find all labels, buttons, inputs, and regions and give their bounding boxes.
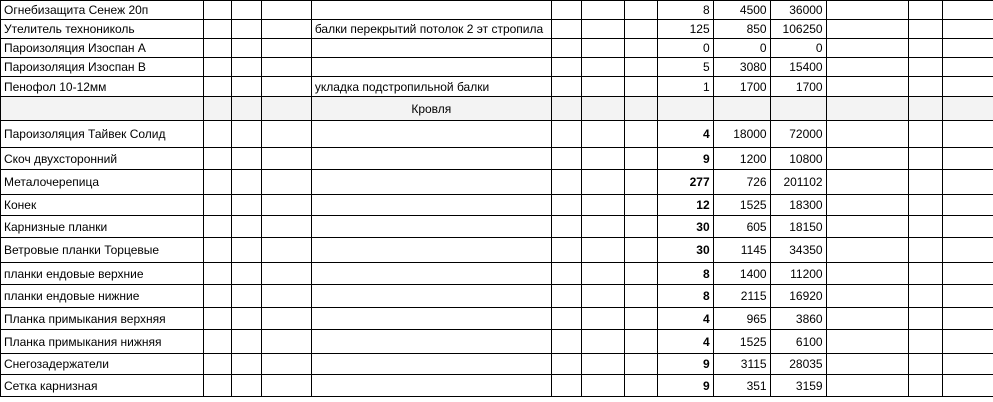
quantity-cell[interactable]: 30 [657,216,713,238]
sheet-cell[interactable] [581,238,624,263]
sheet-cell[interactable] [624,195,657,216]
sheet-cell[interactable] [826,77,908,97]
sheet-cell[interactable] [581,170,624,195]
price-cell[interactable]: 3115 [713,354,770,375]
price-cell[interactable]: 726 [713,170,770,195]
sheet-cell[interactable] [826,195,908,216]
sheet-cell[interactable] [826,121,908,148]
sheet-cell[interactable] [826,238,908,263]
sheet-cell[interactable] [943,97,993,121]
sheet-cell[interactable] [203,148,231,170]
sheet-cell[interactable] [826,58,908,77]
price-cell[interactable]: 0 [713,39,770,58]
sheet-cell[interactable] [581,263,624,285]
sheet-cell[interactable] [261,285,311,308]
sheet-cell[interactable] [551,195,581,216]
sheet-cell[interactable] [581,375,624,397]
note-cell[interactable] [311,195,551,216]
sheet-cell[interactable] [551,77,581,97]
item-name-cell[interactable]: планки ендовые нижние [1,285,204,308]
sheet-cell[interactable] [551,1,581,20]
sheet-cell[interactable] [261,330,311,354]
sheet-cell[interactable] [624,308,657,330]
note-cell[interactable] [311,216,551,238]
sheet-cell[interactable] [624,77,657,97]
sheet-cell[interactable] [581,58,624,77]
sheet-cell[interactable] [908,238,943,263]
sheet-cell[interactable] [908,170,943,195]
sheet-cell[interactable] [551,285,581,308]
sheet-cell[interactable] [203,375,231,397]
quantity-cell[interactable]: 8 [657,263,713,285]
total-cell[interactable]: 0 [770,39,826,58]
sheet-cell[interactable] [551,354,581,375]
sheet-cell[interactable] [203,1,231,20]
sheet-cell[interactable] [624,1,657,20]
sheet-cell[interactable] [203,354,231,375]
sheet-cell[interactable] [261,20,311,39]
sheet-cell[interactable] [261,121,311,148]
sheet-cell[interactable] [943,195,993,216]
sheet-cell[interactable] [908,308,943,330]
sheet-cell[interactable] [203,97,231,121]
sheet-cell[interactable] [826,20,908,39]
table-row [1,285,993,308]
quantity-cell[interactable]: 9 [657,148,713,170]
sheet-cell[interactable] [826,97,908,121]
price-cell[interactable]: 965 [713,308,770,330]
table-row [1,148,993,170]
sheet-cell[interactable] [231,58,261,77]
sheet-cell[interactable] [624,354,657,375]
item-name-cell[interactable]: Конек [1,195,204,216]
sheet-cell[interactable] [713,97,770,121]
sheet-cell[interactable] [551,216,581,238]
sheet-cell[interactable] [908,1,943,20]
total-cell[interactable]: 16920 [770,285,826,308]
quantity-cell[interactable]: 8 [657,1,713,20]
item-name-cell[interactable]: Снегозадержатели [1,354,204,375]
sheet-cell[interactable] [261,216,311,238]
item-name-cell[interactable]: Сетка карнизная [1,375,204,397]
sheet-cell[interactable] [261,195,311,216]
sheet-cell[interactable] [581,121,624,148]
note-cell[interactable] [311,330,551,354]
item-name-cell[interactable]: Пенофол 10-12мм [1,77,204,97]
sheet-cell[interactable] [231,330,261,354]
sheet-cell[interactable] [261,58,311,77]
quantity-cell[interactable]: 1 [657,77,713,97]
sheet-cell[interactable] [770,97,826,121]
quantity-cell[interactable]: 30 [657,238,713,263]
sheet-cell[interactable] [908,121,943,148]
sheet-cell[interactable] [581,20,624,39]
sheet-cell[interactable] [624,20,657,39]
sheet-cell[interactable] [551,263,581,285]
sheet-cell[interactable] [943,58,993,77]
sheet-cell[interactable] [581,39,624,58]
note-cell[interactable] [311,121,551,148]
sheet-cell[interactable] [943,20,993,39]
sheet-cell[interactable] [826,263,908,285]
sheet-cell[interactable] [908,375,943,397]
sheet-cell[interactable] [231,20,261,39]
quantity-cell[interactable]: 12 [657,195,713,216]
sheet-cell[interactable] [581,308,624,330]
note-cell[interactable] [311,354,551,375]
note-cell[interactable] [311,170,551,195]
sheet-cell[interactable] [624,170,657,195]
quantity-cell[interactable]: 9 [657,354,713,375]
sheet-cell[interactable] [261,308,311,330]
price-cell[interactable]: 1200 [713,148,770,170]
sheet-cell[interactable] [908,285,943,308]
sheet-cell[interactable] [231,77,261,97]
total-cell[interactable]: 10800 [770,148,826,170]
price-cell[interactable]: 351 [713,375,770,397]
sheet-cell[interactable] [261,170,311,195]
total-cell[interactable]: 106250 [770,20,826,39]
sheet-cell[interactable] [261,148,311,170]
note-cell[interactable] [311,58,551,77]
sheet-cell[interactable] [943,216,993,238]
quantity-cell[interactable]: 5 [657,58,713,77]
note-cell[interactable] [311,148,551,170]
price-cell[interactable]: 3080 [713,58,770,77]
price-cell[interactable]: 1525 [713,330,770,354]
sheet-cell[interactable] [203,170,231,195]
sheet-cell[interactable] [203,216,231,238]
sheet-cell[interactable] [943,354,993,375]
note-cell[interactable] [311,285,551,308]
sheet-cell[interactable] [908,77,943,97]
price-cell[interactable]: 850 [713,20,770,39]
sheet-cell[interactable] [908,216,943,238]
sheet-cell[interactable] [943,238,993,263]
sheet-cell[interactable] [581,1,624,20]
total-cell[interactable]: 18150 [770,216,826,238]
sheet-cell[interactable] [551,148,581,170]
item-name-cell[interactable]: планки ендовые верхние [1,263,204,285]
table-row [1,1,993,20]
sheet-cell[interactable] [231,354,261,375]
total-cell[interactable]: 15400 [770,58,826,77]
quantity-cell[interactable]: 8 [657,285,713,308]
total-cell[interactable]: 6100 [770,330,826,354]
sheet-cell[interactable] [826,216,908,238]
sheet-cell[interactable] [231,263,261,285]
sheet-cell[interactable] [203,308,231,330]
sheet-cell[interactable] [203,263,231,285]
note-cell[interactable] [311,308,551,330]
quantity-cell[interactable]: 4 [657,330,713,354]
sheet-cell[interactable] [908,148,943,170]
sheet-cell[interactable] [581,97,624,121]
total-cell[interactable]: 3860 [770,308,826,330]
sheet-cell[interactable] [551,238,581,263]
note-cell[interactable]: укладка подстропильной балки [311,77,551,97]
sheet-cell[interactable] [231,170,261,195]
table-row [1,330,993,354]
sheet-cell[interactable] [908,263,943,285]
sheet-cell[interactable] [581,330,624,354]
item-name-cell[interactable]: Пароизоляция Изоспан А [1,39,204,58]
item-name-cell[interactable]: Скоч двухсторонний [1,148,204,170]
sheet-cell[interactable] [908,354,943,375]
sheet-cell[interactable] [624,263,657,285]
sheet-cell[interactable] [624,330,657,354]
item-name-cell[interactable]: Огнебизащита Сенеж 20п [1,1,204,20]
sheet-cell[interactable] [231,39,261,58]
sheet-cell[interactable] [826,375,908,397]
sheet-cell[interactable] [943,330,993,354]
sheet-cell[interactable] [657,97,713,121]
table-row [1,238,993,263]
sheet-cell[interactable] [231,285,261,308]
sheet-cell[interactable] [261,354,311,375]
quantity-cell[interactable]: 4 [657,308,713,330]
sheet-cell[interactable] [826,39,908,58]
sheet-cell[interactable] [203,39,231,58]
note-cell[interactable] [311,375,551,397]
sheet-cell[interactable] [624,39,657,58]
item-name-cell[interactable]: Ветровые планки Торцевые [1,238,204,263]
price-cell[interactable]: 1700 [713,77,770,97]
sheet-cell[interactable] [624,216,657,238]
section-header-row [1,97,993,121]
table-row [1,308,993,330]
sheet-cell[interactable] [624,58,657,77]
sheet-cell[interactable] [261,238,311,263]
note-cell[interactable] [311,1,551,20]
sheet-cell[interactable] [203,195,231,216]
note-cell[interactable] [311,39,551,58]
sheet-cell[interactable] [203,58,231,77]
total-cell[interactable]: 28035 [770,354,826,375]
sheet-cell[interactable] [203,238,231,263]
sheet-cell[interactable] [551,375,581,397]
price-cell[interactable]: 605 [713,216,770,238]
item-name-cell[interactable]: Утелитель технониколь [1,20,204,39]
table-row [1,216,993,238]
item-name-cell[interactable]: Металочерепица [1,170,204,195]
sheet-cell[interactable] [261,263,311,285]
total-cell[interactable]: 72000 [770,121,826,148]
sheet-cell[interactable] [261,1,311,20]
sheet-cell[interactable] [581,285,624,308]
sheet-cell[interactable] [231,195,261,216]
price-cell[interactable]: 1400 [713,263,770,285]
sheet-cell[interactable] [231,375,261,397]
price-cell[interactable]: 1525 [713,195,770,216]
sheet-cell[interactable] [1,97,204,121]
sheet-cell[interactable] [581,77,624,97]
sheet-cell[interactable] [581,354,624,375]
sheet-cell[interactable] [581,148,624,170]
sheet-cell[interactable] [826,308,908,330]
sheet-cell[interactable] [551,170,581,195]
sheet-cell[interactable] [826,285,908,308]
item-name-cell[interactable]: Пароизоляция Изоспан В [1,58,204,77]
table-row [1,20,993,39]
sheet-cell[interactable] [943,77,993,97]
sheet-cell[interactable] [551,121,581,148]
table-row [1,121,993,148]
sheet-cell[interactable] [551,20,581,39]
total-cell[interactable]: 11200 [770,263,826,285]
sheet-cell[interactable] [203,121,231,148]
sheet-cell[interactable] [624,238,657,263]
sheet-cell[interactable] [231,121,261,148]
sheet-cell[interactable] [624,375,657,397]
item-name-cell[interactable]: Пароизоляция Тайвек Солид [1,121,204,148]
total-cell[interactable]: 3159 [770,375,826,397]
sheet-cell[interactable] [203,285,231,308]
sheet-cell[interactable] [261,39,311,58]
sheet-cell[interactable] [624,285,657,308]
note-cell[interactable] [311,238,551,263]
item-name-cell[interactable]: Планка примыкания нижняя [1,330,204,354]
sheet-cell[interactable] [908,97,943,121]
sheet-cell[interactable] [908,58,943,77]
sheet-cell[interactable] [943,121,993,148]
quantity-cell[interactable]: 4 [657,121,713,148]
sheet-cell[interactable] [231,238,261,263]
note-cell[interactable]: балки перекрытий потолок 2 эт стропила [311,20,551,39]
sheet-cell[interactable] [624,121,657,148]
sheet-cell[interactable] [943,285,993,308]
sheet-cell[interactable] [203,330,231,354]
sheet-cell[interactable] [624,97,657,121]
sheet-cell[interactable] [826,1,908,20]
sheet-cell[interactable] [908,39,943,58]
note-cell[interactable] [311,263,551,285]
table-row [1,170,993,195]
sheet-cell[interactable] [551,39,581,58]
sheet-cell[interactable] [908,330,943,354]
table-row [1,195,993,216]
sheet-cell[interactable] [581,216,624,238]
sheet-cell[interactable] [203,20,231,39]
sheet-cell[interactable] [943,375,993,397]
table-row [1,58,993,77]
item-name-cell[interactable]: Карнизные планки [1,216,204,238]
table-row [1,263,993,285]
sheet-cell[interactable] [826,330,908,354]
quantity-cell[interactable]: 277 [657,170,713,195]
price-cell[interactable]: 4500 [713,1,770,20]
table-row [1,375,993,397]
sheet-cell[interactable] [943,148,993,170]
table-row [1,77,993,97]
total-cell[interactable]: 34350 [770,238,826,263]
price-cell[interactable]: 2115 [713,285,770,308]
sheet-cell[interactable] [231,308,261,330]
sheet-cell[interactable] [826,170,908,195]
total-cell[interactable]: 18300 [770,195,826,216]
sheet-cell[interactable] [624,148,657,170]
table-row [1,354,993,375]
sheet-cell[interactable] [551,330,581,354]
sheet-cell[interactable] [551,58,581,77]
sheet-cell[interactable] [551,308,581,330]
sheet-cell[interactable] [908,20,943,39]
quantity-cell[interactable]: 125 [657,20,713,39]
total-cell[interactable]: 36000 [770,1,826,20]
sheet-cell[interactable] [203,77,231,97]
table-row [1,39,993,58]
total-cell[interactable]: 201102 [770,170,826,195]
sheet-cell[interactable] [231,97,261,121]
sheet-cell[interactable] [231,1,261,20]
price-cell[interactable]: 1145 [713,238,770,263]
sheet-cell[interactable] [943,39,993,58]
sheet-cell[interactable] [826,354,908,375]
sheet-cell[interactable] [261,77,311,97]
total-cell[interactable]: 1700 [770,77,826,97]
sheet-cell[interactable] [261,97,311,121]
sheet-cell[interactable] [943,1,993,20]
sheet-cell[interactable] [826,148,908,170]
section-title[interactable]: Кровля [311,97,551,121]
quantity-cell[interactable]: 9 [657,375,713,397]
sheet-cell[interactable] [551,97,581,121]
sheet-cell[interactable] [943,263,993,285]
sheet-cell[interactable] [943,308,993,330]
sheet-cell[interactable] [231,148,261,170]
price-cell[interactable]: 18000 [713,121,770,148]
sheet-cell[interactable] [261,375,311,397]
sheet-cell[interactable] [943,170,993,195]
item-name-cell[interactable]: Планка примыкания верхняя [1,308,204,330]
sheet-cell[interactable] [908,195,943,216]
quantity-cell[interactable]: 0 [657,39,713,58]
sheet-cell[interactable] [231,216,261,238]
sheet-cell[interactable] [581,195,624,216]
